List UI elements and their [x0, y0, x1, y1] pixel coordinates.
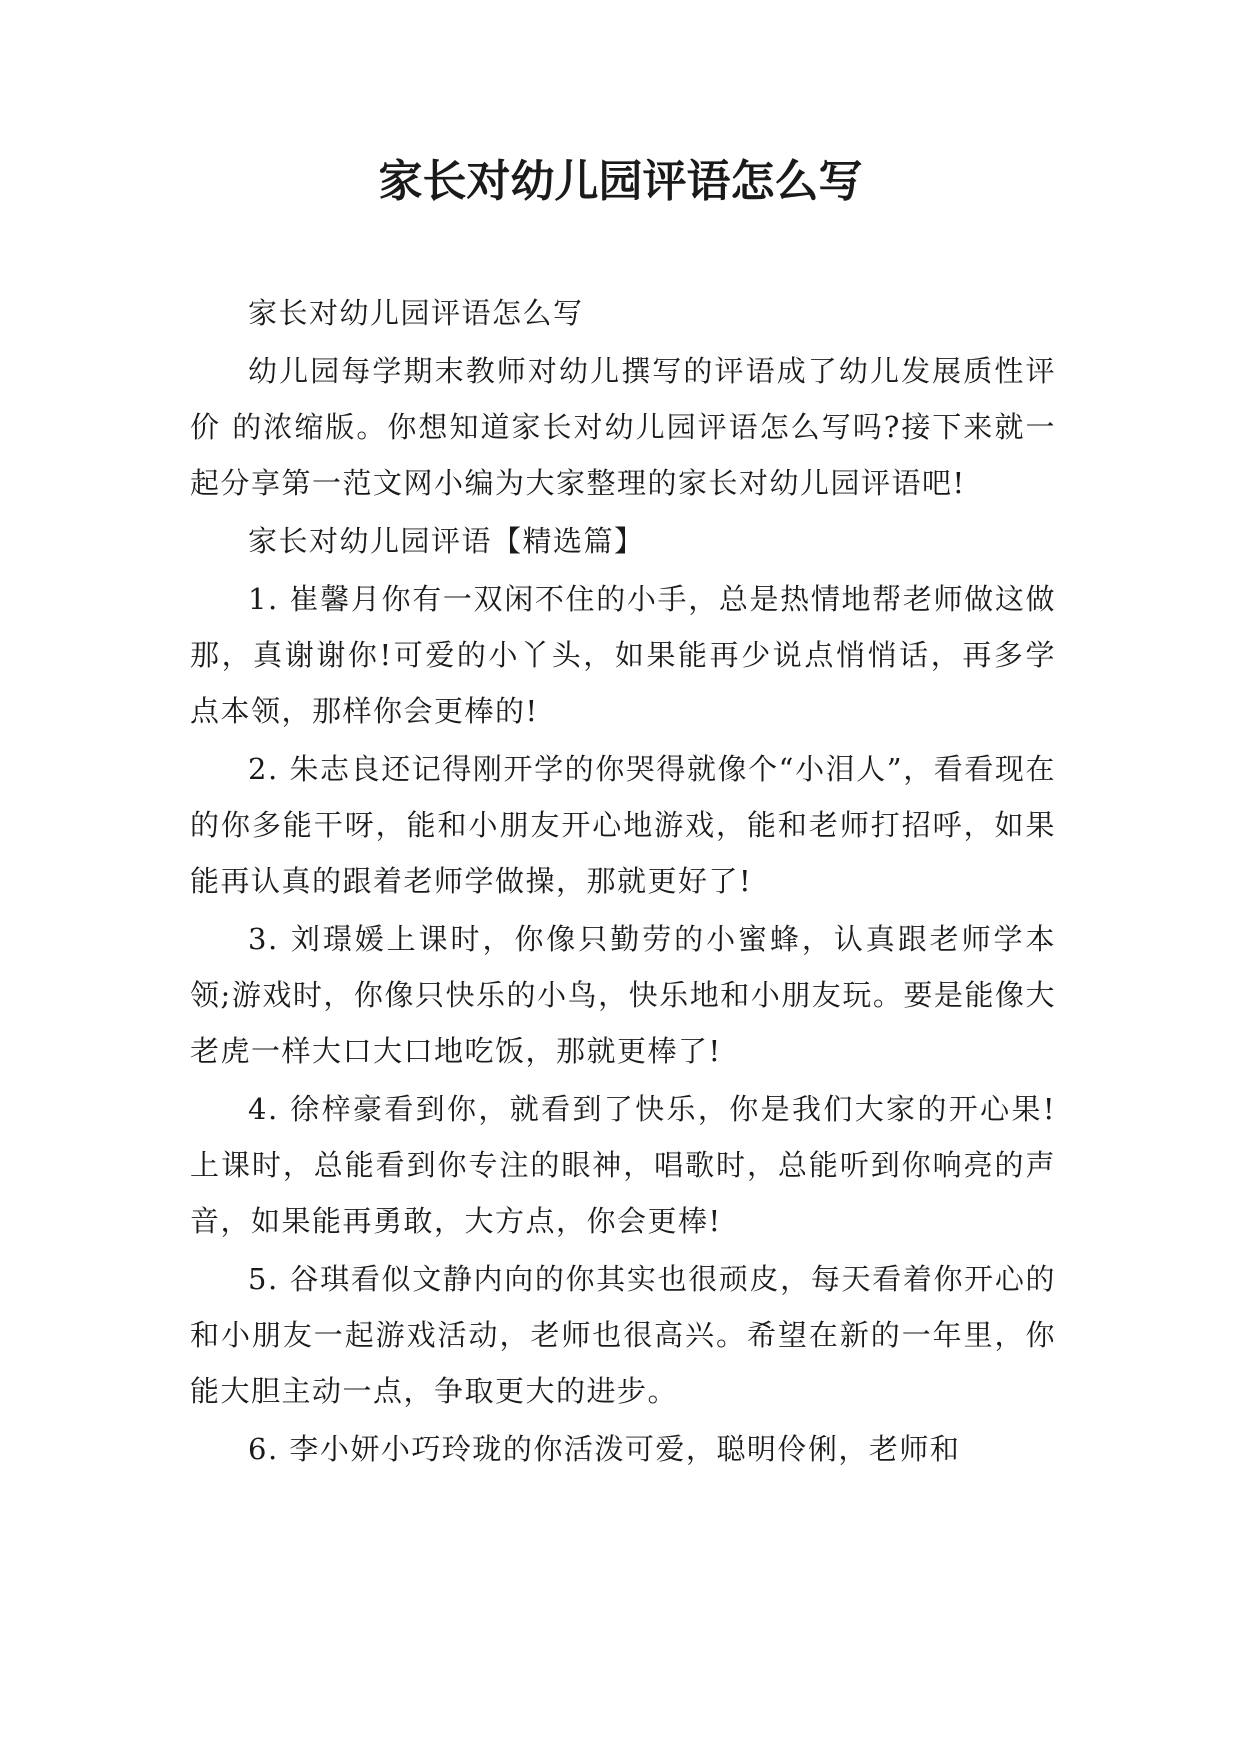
document-body: [190, 285, 1056, 1479]
paragraph-intro: 幼儿园每学期末教师对幼儿撰写的评语成了幼儿发展质性评价 的浓缩版。你想知道家长对幼儿园评语怎么写吗?接下来就一起分享第一范文网小编为大家整理的家长对幼儿园评语吧!: [190, 354, 1056, 500]
comment-item-3: 3. 刘璟媛上课时，你像只勤劳的小蜜蜂，认真跟老师学本领;游戏时，你像只快乐的小鸟，快乐地和小朋友玩。要是能像大老虎一样大口大口地吃饭，那就更棒了!: [190, 922, 1056, 1068]
comment-item-6: 6. 李小妍小巧玲珑的你活泼可爱，聪明伶俐，老师和: [248, 1432, 961, 1466]
comment-item-5: 5. 谷琪看似文静内向的你其实也很顽皮，每天看着你开心的和小朋友一起游戏活动，老师也很高兴。希望在新的一年里，你能大胆主动一点，争取更大的进步。: [190, 1262, 1056, 1408]
comment-item-4: 4. 徐梓豪看到你，就看到了快乐，你是我们大家的开心果!上课时，总能看到你专注的眼神，唱歌时，总能听到你响亮的声音，如果能再勇敢，大方点，你会更棒!: [190, 1092, 1056, 1238]
section-heading: 家长对幼儿园评语【精选篇】: [248, 524, 645, 558]
comment-item-2: 2. 朱志良还记得刚开学的你哭得就像个“小泪人”，看看现在的你多能干呀，能和小朋友开心地游戏，能和老师打招呼，如果能再认真的跟着老师学做操，那就更好了!: [190, 752, 1056, 898]
comment-item-1: 1. 崔馨月你有一双闲不住的小手，总是热情地帮老师做这做那，真谢谢你!可爱的小丫头，如果能再少说点悄悄话，再多学点本领，那样你会更棒的!: [190, 582, 1056, 728]
paragraph-subtitle: 家长对幼儿园评语怎么写: [248, 296, 584, 330]
document-title: 家长对幼儿园评语怎么写: [378, 156, 863, 207]
